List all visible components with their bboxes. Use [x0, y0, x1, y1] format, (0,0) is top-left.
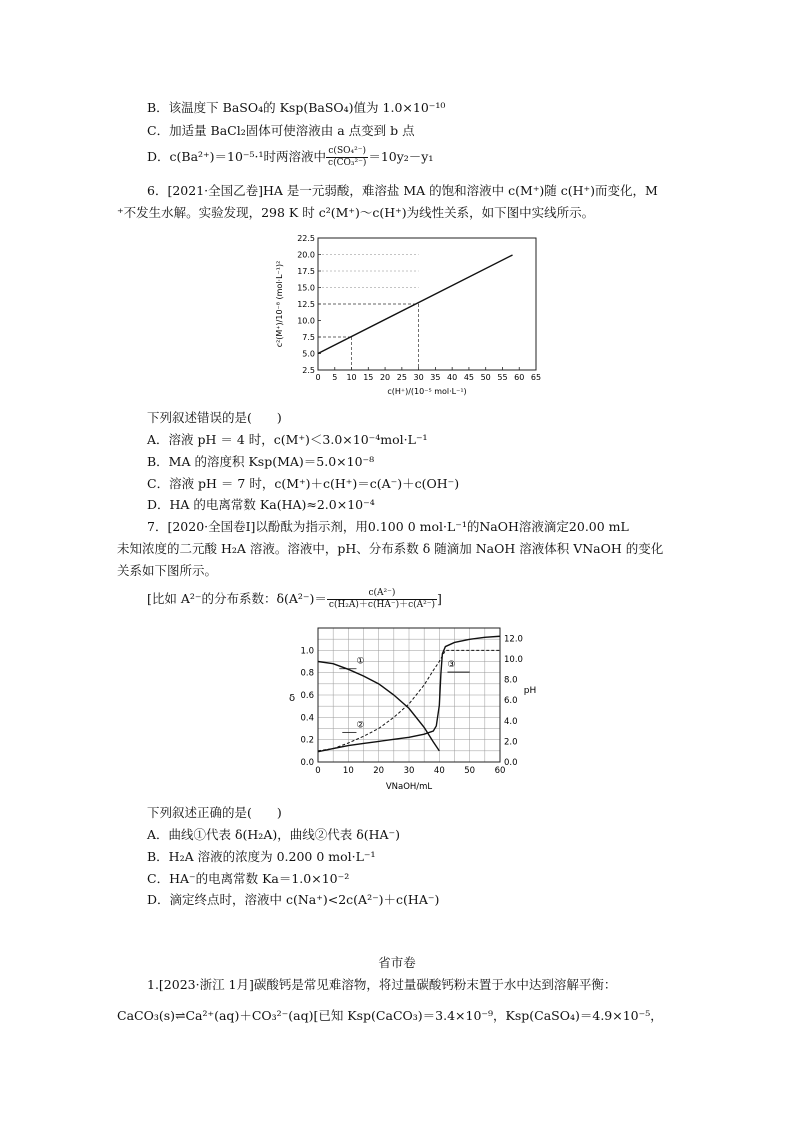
y-tick-label: 10.0 — [297, 316, 315, 326]
y-left-tick-label: 0.4 — [300, 713, 314, 724]
y-right-tick-label: 8.0 — [504, 675, 518, 686]
x-tick-label: 0 — [315, 373, 321, 382]
x-tick-label: 10 — [342, 766, 354, 776]
x-tick-label: 50 — [464, 766, 476, 776]
q7-line2: 未知浓度的二元酸 H₂A 溶液。溶液中，pH、分布系数 δ 随滴加 NaOH 溶液体积 VNaOH 的变化 — [117, 541, 664, 556]
x-tick-label: 5 — [332, 373, 338, 382]
q6-option-c: C．溶液 pH ＝ 7 时，c(M⁺)＋c(H⁺)＝c(A⁻)＋c(OH⁻) — [147, 476, 460, 491]
q1-line1: 1.[2023·浙江 1月]碳酸钙是常见难溶物，将过量碳酸钙粉末置于水中达到溶解平衡： — [147, 977, 617, 992]
prev-d-den: c(CO₃²⁻) — [328, 158, 367, 168]
x-tick-label: 20 — [373, 766, 385, 776]
q6-line2: ⁺不发生水解。实验发现，298 K 时 c²(M⁺)～c(H⁺)为线性关系，如下图中实线所示。 — [117, 205, 595, 220]
y-right-tick-label: 10.0 — [504, 654, 523, 665]
curve-label: ① — [356, 656, 365, 667]
curve-label: ② — [356, 720, 365, 731]
q7-line3: 关系如下图所示。 — [117, 563, 218, 578]
y-tick-label: 20.0 — [297, 250, 315, 260]
prev-d-fraction — [326, 146, 368, 169]
x-tick-label: 15 — [363, 373, 374, 382]
y-right-tick-label: 12.0 — [504, 634, 523, 645]
x-tick-label: 60 — [494, 766, 506, 776]
x-tick-label: 35 — [430, 373, 441, 382]
q6-option-a: A．溶液 pH ＝ 4 时，c(M⁺)＜3.0×10⁻⁴mol·L⁻¹ — [147, 432, 428, 447]
q7-example-num: c(A²⁻) — [327, 588, 437, 600]
y-left-tick-label: 1.0 — [300, 646, 314, 657]
q7-option-a: A．曲线①代表 δ(H₂A)，曲线②代表 δ(HA⁻) — [147, 827, 400, 842]
q7-option-b: B．H₂A 溶液的浓度为 0.200 0 mol·L⁻¹ — [147, 849, 376, 864]
section-title: 省市卷 — [378, 955, 416, 970]
q7-example-post: ] — [437, 591, 442, 606]
x-tick-label: 65 — [530, 373, 542, 382]
y-right-tick-label: 2.0 — [504, 737, 518, 748]
x-axis-label: c(H⁺)/(10⁻⁵ mol·L⁻¹) — [387, 387, 467, 396]
prev-option-d — [147, 146, 433, 169]
q7-example-den: c(H₂A)＋c(HA⁻)＋c(A²⁻) — [328, 600, 436, 610]
y-left-tick-label: 0.0 — [300, 758, 314, 768]
x-tick-label: 55 — [497, 373, 508, 382]
q6-stem: 下列叙述错误的是( ) — [147, 410, 282, 425]
y-right-tick-label: 6.0 — [504, 696, 518, 707]
q7-line1: 7．[2020·全国卷Ⅰ]以酚酞为指示剂，用0.100 0 mol·L⁻¹的NaOH溶液滴定20.00 mL — [147, 519, 629, 534]
x-tick-label: 60 — [514, 373, 525, 382]
q6-option-d: D．HA 的电离常数 Ka(HA)≈2.0×10⁻⁴ — [147, 497, 375, 512]
x-tick-label: 50 — [480, 373, 491, 382]
prev-d-post: ＝10y₂－y₁ — [368, 149, 434, 164]
y-left-tick-label: 0.6 — [300, 691, 314, 701]
chart-c2m-vs-ch — [270, 228, 560, 406]
x-tick-label: 10 — [346, 373, 357, 382]
chart-titration — [280, 622, 550, 794]
series-line — [318, 255, 513, 354]
y-right-tick-label: 0.0 — [504, 758, 518, 768]
q6-option-b: B．MA 的溶度积 Ksp(MA)＝5.0×10⁻⁸ — [147, 454, 375, 469]
y-tick-label: 12.5 — [297, 300, 315, 309]
y-left-tick-label: 0.8 — [300, 668, 314, 679]
x-axis-label: VNaOH/mL — [385, 782, 433, 792]
y-axis-label: c²(M⁺)/10⁻⁸ (mol·L⁻¹)² — [275, 260, 284, 348]
x-tick-label: 40 — [447, 373, 458, 382]
y-right-tick-label: 4.0 — [504, 716, 518, 727]
q7-example — [147, 588, 442, 611]
y-tick-label: 7.5 — [302, 333, 315, 342]
q7-stem: 下列叙述正确的是( ) — [147, 805, 282, 820]
x-tick-label: 30 — [403, 766, 415, 776]
y-tick-label: 15.0 — [297, 283, 315, 293]
y-left-axis-label: δ — [288, 693, 296, 704]
q1-line2: CaCO₃(s)⇌Ca²⁺(aq)＋CO₃²⁻(aq)[已知 Ksp(CaCO₃)＝3.4×10⁻⁹，Ksp(CaSO₄)＝4.9×10⁻⁵， — [117, 1008, 663, 1023]
x-tick-label: 45 — [463, 373, 475, 382]
prev-d-pre: D．c(Ba²⁺)＝10⁻⁵·¹时两溶液中 — [147, 149, 327, 164]
x-tick-label: 20 — [379, 373, 391, 382]
y-tick-label: 17.5 — [297, 267, 315, 276]
y-tick-label: 22.5 — [297, 234, 315, 243]
q7-option-d: D．滴定终点时，溶液中 c(Na⁺)<2c(A²⁻)＋c(HA⁻) — [147, 892, 440, 907]
x-tick-label: 25 — [396, 373, 407, 382]
prev-option-b: B．该温度下 BaSO₄的 Ksp(BaSO₄)值为 1.0×10⁻¹⁰ — [147, 100, 446, 115]
q7-example-fraction — [327, 588, 437, 611]
x-tick-label: 40 — [433, 766, 445, 776]
y-left-tick-label: 0.2 — [300, 735, 314, 746]
x-tick-label: 0 — [315, 766, 321, 776]
y-right-axis-label: pH — [523, 685, 537, 696]
curve-label: ③ — [447, 660, 456, 671]
q7-option-c: C．HA⁻的电离常数 Ka＝1.0×10⁻² — [147, 871, 350, 886]
y-tick-label: 5.0 — [302, 349, 315, 359]
q7-example-pre: [比如 A²⁻的分布系数：δ(A²⁻)＝ — [147, 591, 327, 606]
prev-option-c: C．加适量 BaCl₂固体可使溶液由 a 点变到 b 点 — [147, 123, 415, 138]
prev-d-num: c(SO₄²⁻) — [326, 146, 368, 158]
q6-line1: 6．[2021·全国乙卷]HA 是一元弱酸，难溶盐 MA 的饱和溶液中 c(M⁺)随 c(H⁺)而变化，M — [147, 183, 658, 198]
x-tick-label: 30 — [413, 373, 424, 382]
y-tick-label: 2.5 — [302, 366, 315, 375]
